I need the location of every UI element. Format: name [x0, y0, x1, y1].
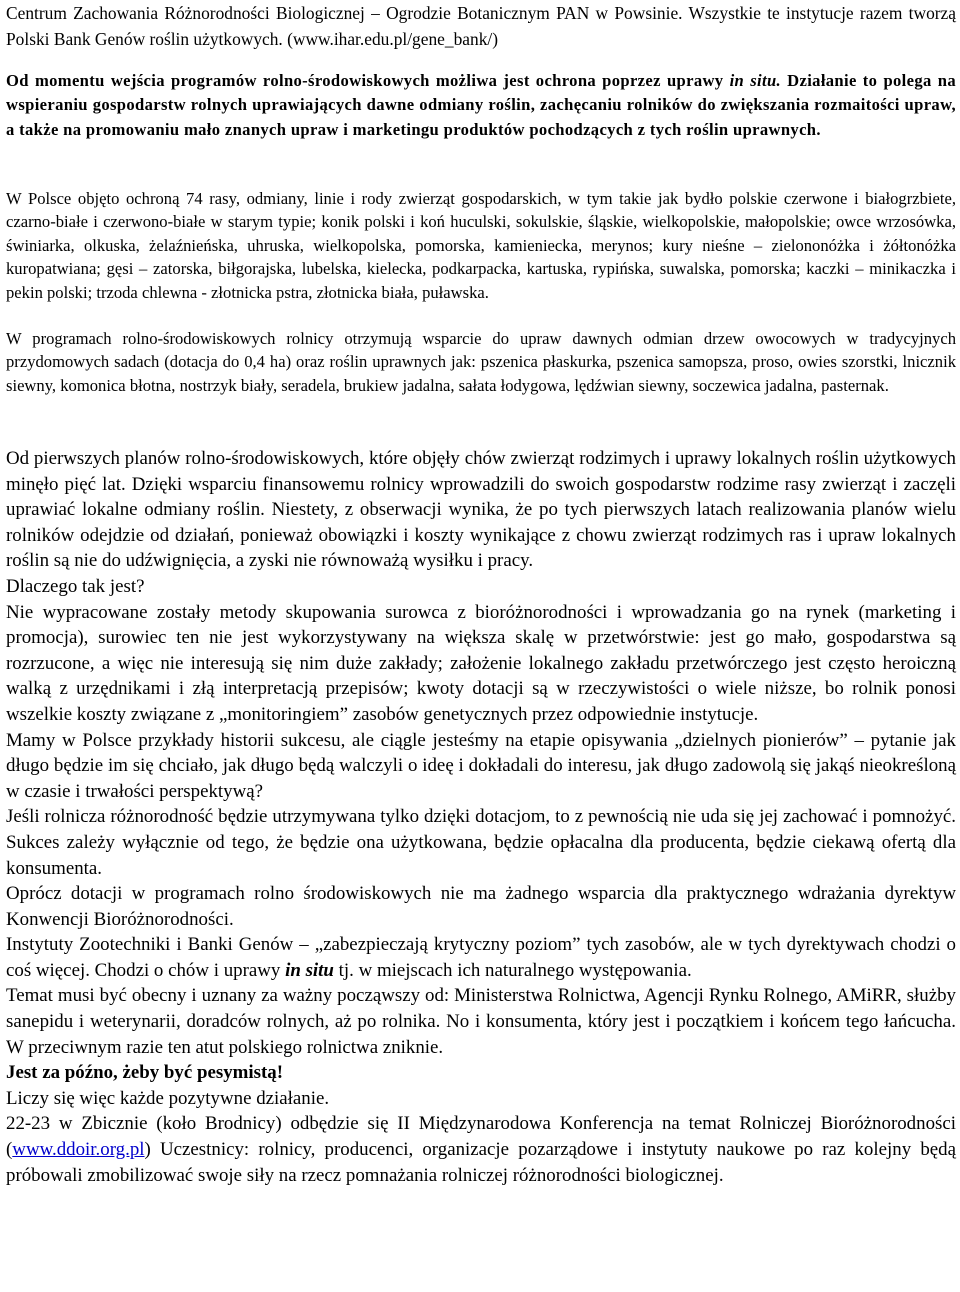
- paragraph-konwencja: [6, 881, 956, 932]
- paragraph-instytuty: [6, 932, 956, 983]
- paragraph-text: ) Uczestnicy: rolnicy, producenci, organizacje pozarządowe i instytuty naukowe po raz kolejny będą próbowali zmobilizować swoje siły na rzecz pomnażania rolniczej różnorodności biologicznej.: [6, 1139, 956, 1186]
- in-situ-term: in situ: [285, 959, 334, 981]
- paragraph-rasy-zwierzat: [6, 187, 956, 304]
- paragraph-dlaczego: [6, 574, 956, 600]
- paragraph-text: Działanie to polega na wspieraniu gospodarstw rolnych uprawiających dawne odmiany roślin, zachęcaniu rolników do zwiększania rozmaitości upraw, a także na promowaniu mało znanych upraw i marketingu produktów pochodzących z tych roślin uprawnych.: [6, 71, 956, 139]
- paragraph-text: Od pierwszych planów rolno-środowiskowych, które objęły chów zwierząt rodzimych i uprawy lokalnych roślin użytkowych minęło pięć lat. Dzięki wsparciu finansowemu rolnicy wprowadzili do swoich gospodarstw rodzime rasy zwierząt i zaczęli uprawiać lokalne odmiany roślin. Niestety, z obserwacji wynika, że po tych pierwszych latach realizowania planów wielu rolników odejdzie od działań, ponieważ obowiązki i koszty wynikające z chowu zwierząt rodzimych ras i upraw lokalnych roślin są nie do udźwignięcia, a zyski nie równoważą wysiłku i pracy.: [6, 448, 956, 572]
- paragraph-dotacje: [6, 804, 956, 881]
- paragraph-text: Dlaczego tak jest?: [6, 575, 145, 597]
- paragraph-text: Temat musi być obecny i uznany za ważny począwszy od: Ministerstwa Rolnictwa, Agencji Rynku Rolnego, AMiRR, służby sanepidu i weterynarii, doradców rolnych, aż po rolnika. No i konsumenta, który jest i początkiem i końcem tego łańcucha. W przeciwnym razie ten atut polskiego rolnictwa zniknie.: [6, 985, 956, 1058]
- in-situ-term: in situ.: [729, 71, 782, 90]
- paragraph-text: W Polsce objęto ochroną 74 rasy, odmiany, linie i rody zwierząt gospodarskich, w tym takie jak bydło polskie czerwone i białogrzbiete, czarno-białe i czerwono-białe w starym typie; konik polski i koń huculski, sokulskie, śląskie, wielkopolskie, małopolskie; owce wrzosówka, świniarka, olkuska, żelaźnieńska, uhruska, wielkopolska, pomorska, kamieniecka, merynos; kury nieśne – zielononóżka i żółtonóżka kuropatwiana; gęsi – zatorska, biłgorajska, lubelska, kielecka, podkarpacka, kartuska, rypińska, suwalska, pomorska; kaczki – minikaczka i pekin polski; trzoda chlewna - złotnicka pstra, złotnicka biała, puławska.: [6, 189, 956, 302]
- paragraph-temat: [6, 983, 956, 1060]
- paragraph-text: Instytuty Zootechniki i Banki Genów – „zabezpieczają krytyczny poziom” tych zasobów, ale w tych dyrektywach chodzi o coś więcej. Chodzi o chów i uprawy: [6, 934, 956, 981]
- paragraph-text: Jest za późno, żeby być pesymistą!: [6, 1062, 284, 1084]
- conference-link[interactable]: www.ddoir.org.pl: [12, 1139, 145, 1161]
- paragraph-text: Liczy się więc każde pozytywne działanie.: [6, 1087, 330, 1109]
- paragraph-text: Centrum Zachowania Różnorodności Biologicznej – Ogrodzie Botanicznym PAN w Powsinie. Wszystkie te instytucje razem tworzą Polski Bank Genów roślin użytkowych. (www.ihar.edu.pl/gene_bank/): [6, 3, 956, 49]
- paragraph-historie-sukcesu: [6, 728, 956, 805]
- paragraph-pesymista: [6, 1060, 956, 1086]
- paragraph-text: tj. w miejscach ich naturalnego występowania.: [333, 959, 692, 981]
- paragraph-metody-skupowania: [6, 600, 956, 728]
- paragraph-programy-rolno-srodowiskowe: [6, 69, 956, 142]
- paragraph-piec-lat: [6, 446, 956, 574]
- paragraph-text: Od momentu wejścia programów rolno-środowiskowych możliwa jest ochrona poprzez uprawy: [6, 71, 730, 90]
- paragraph-text: W programach rolno-środowiskowych rolnicy otrzymują wsparcie do upraw dawnych odmian drzew owocowych w tradycyjnych przydomowych sadach (dotacja do 0,4 ha) oraz roślin uprawnych jak: pszenica płaskurka, pszenica samopsza, proso, owies szorstki, lnicznik siewny, komonica błotna, nostrzyk biały, seradela, brukiew jadalna, sałata łodygowa, lędźwian siewny, soczewica jadalna, pasternak.: [6, 329, 956, 395]
- paragraph-uprawy-dawne: [6, 327, 956, 397]
- paragraph-text: Mamy w Polsce przykłady historii sukcesu, ale ciągle jesteśmy na etapie opisywania „dzielnych pionierów” – pytanie jak długo będzie im się chciało, jak długo będą walczyli o ideę i dokładali do interesu, jak długo zadowolą się jakąś nieokreśloną w czasie i trwałości perspektywą?: [6, 729, 956, 802]
- paragraph-text: Nie wypracowane zostały metody skupowania surowca z bioróżnorodności i wprowadzania go na rynek (marketing i promocja), surowiec ten nie jest wykorzystywany na większa skalę w przetwórstwie: jest go mało, gospodarstwa są rozrzucone, a więc nie interesują się nim duże zakłady; założenie lokalnego zakładu przetwórczego jest często heroiczną walką z urzędnikami i złą interpretacją przepisów; kwoty dotacji są w rzeczywistości o wiele niższe, bo rolnik ponosi wszelkie koszty związane z „monitoringiem” zasobów genetycznych przez odpowiednie instytucje.: [6, 601, 956, 725]
- paragraph-text: Jeśli rolnicza różnorodność będzie utrzymywana tylko dzięki dotacjom, to z pewnością nie uda się jej zachować i pomnożyć. Sukces zależy wyłącznie od tego, że będzie ona użytkowana, będzie opłacalna dla producenta, będzie ciekawą ofertą dla konsumenta.: [6, 806, 956, 879]
- paragraph-text: 22-23 w Zbicznie (koło Brodnicy) odbędzie się II Międzynarodowa Konferencja na temat Rolniczej Bioróżnorodności (: [6, 1113, 956, 1161]
- paragraph-dzialanie: [6, 1086, 956, 1112]
- main-text-section: [6, 446, 956, 1188]
- paragraph-konferencja: [6, 1111, 956, 1188]
- paragraph-bank-genow: [6, 1, 956, 52]
- paragraph-text: Oprócz dotacji w programach rolno środowiskowych nie ma żadnego wsparcia dla praktycznego wdrażania dyrektyw Konwencji Bioróżnorodności.: [6, 883, 956, 930]
